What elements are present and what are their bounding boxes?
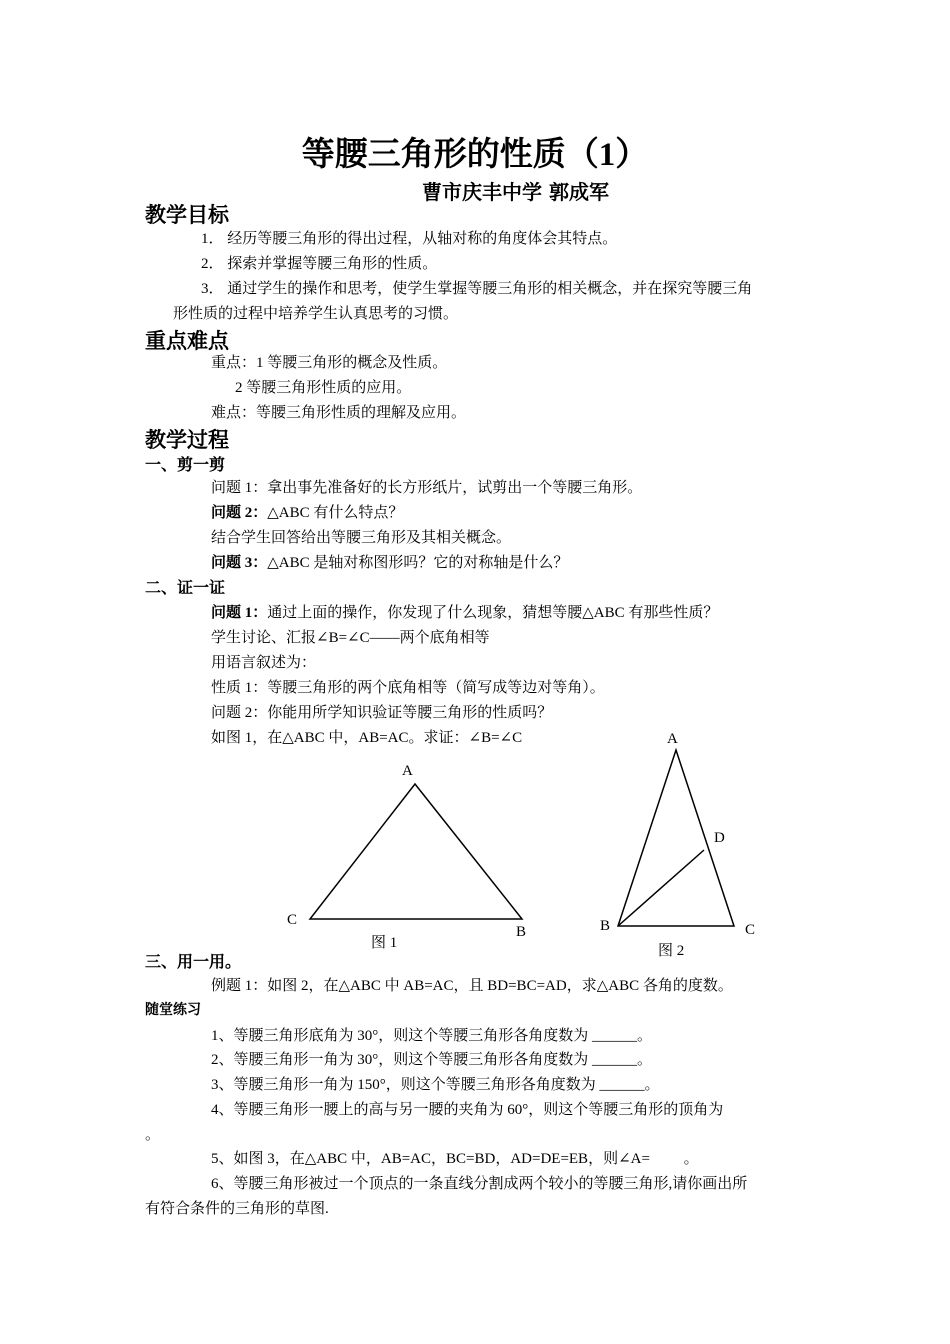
- fig2-caption: 图 2: [658, 943, 685, 959]
- fig1-label-a: A: [402, 763, 413, 779]
- author-line: 曹市庆丰中学 郭成军: [422, 180, 609, 204]
- exercise-6: 6、等腰三角形被过一个顶点的一条直线分割成两个较小的等腰三角形,请你画出所: [211, 1176, 748, 1192]
- prove-question-2: 问题 2：你能用所学知识验证等腰三角形的性质吗？: [211, 705, 553, 721]
- fig1-label-b: B: [516, 924, 527, 940]
- fig2-label-b: B: [600, 918, 611, 934]
- question-text: △ABC 有什么特点？: [267, 505, 404, 521]
- exercise-1: 1、等腰三角形底角为 30°，则这个等腰三角形各角度数为 ______。: [211, 1028, 653, 1044]
- goal-item: 1． 经历等腰三角形的得出过程，从轴对称的角度体会其特点。: [201, 231, 618, 247]
- prove-property-1: 性质 1：等腰三角形的两个底角相等（简写成等边对等角）。: [211, 680, 605, 696]
- question-text: 通过上面的操作，你发现了什么现象，猜想等腰△ABC 有那些性质？: [267, 605, 719, 621]
- exercise-4-continued: 。: [145, 1127, 161, 1143]
- exercise-2: 2、等腰三角形一角为 30°，则这个等腰三角形各角度数为 ______。: [211, 1052, 653, 1068]
- cut-question-1: 问题 1：拿出事先准备好的长方形纸片，试剪出一个等腰三角形。: [211, 480, 643, 496]
- keypoint-line: 重点：1 等腰三角形的概念及性质。: [211, 355, 448, 371]
- question-text: △ABC 是轴对称图形吗？它的对称轴是什么？: [267, 555, 569, 571]
- question-label: 问题 1：: [211, 605, 268, 621]
- page-title: 等腰三角形的性质（1）: [301, 137, 649, 173]
- example-1: 例题 1：如图 2，在△ABC 中 AB=AC，且 BD=BC=AD，求△ABC 各角的度数。: [211, 978, 733, 994]
- keypoint-line: 难点：等腰三角形性质的理解及应用。: [211, 405, 467, 421]
- exercise-6-continued: 有符合条件的三角形的草图.: [145, 1201, 329, 1217]
- goal-item-continued: 形性质的过程中培养学生认真思考的习惯。: [173, 306, 459, 322]
- fig1-label-c: C: [287, 912, 298, 928]
- exercise-5: 5、如图 3，在△ABC 中，AB=AC，BC=BD，AD=DE=EB，则∠A= 。: [211, 1151, 699, 1167]
- fig2-label-d: D: [714, 830, 725, 846]
- exercise-3: 3、等腰三角形一角为 150°，则这个等腰三角形各角度数为 ______。: [211, 1077, 660, 1093]
- fig2-label-a: A: [667, 731, 678, 747]
- triangle-abc-fig1: [310, 784, 522, 919]
- fig2-label-c: C: [745, 922, 756, 938]
- prove-line-2: 学生讨论、汇报∠B=∠C——两个底角相等: [211, 630, 490, 646]
- section-prove-heading: 二、证一证: [145, 578, 226, 597]
- keypoint-line: 2 等腰三角形性质的应用。: [235, 380, 412, 396]
- question-label: 问题 2：: [211, 505, 268, 521]
- practice-heading: 随堂练习: [145, 1002, 201, 1018]
- goal-item: 3． 通过学生的操作和思考，使学生掌握等腰三角形的相关概念，并在探究等腰三角: [201, 281, 753, 297]
- fig1-caption: 图 1: [371, 935, 398, 951]
- section-cut-heading: 一、剪一剪: [145, 455, 226, 474]
- exercise-4: 4、等腰三角形一腰上的高与另一腰的夹角为 60°，则这个等腰三角形的顶角为: [211, 1102, 724, 1118]
- figure-2: [600, 731, 755, 959]
- section-use-heading: 三、用一用。: [145, 952, 242, 971]
- cut-line-3: 结合学生回答给出等腰三角形及其相关概念。: [211, 530, 512, 546]
- goals-heading: 教学目标: [145, 203, 229, 227]
- prove-line-3: 用语言叙述为：: [211, 655, 317, 671]
- figure-1: [287, 763, 526, 951]
- keypoints-heading: 重点难点: [145, 329, 229, 353]
- process-heading: 教学过程: [145, 428, 229, 452]
- goal-item: 2． 探索并掌握等腰三角形的性质。: [201, 256, 438, 272]
- prove-statement: 如图 1，在△ABC 中，AB=AC。求证：∠B=∠C: [211, 730, 523, 746]
- question-label: 问题 3：: [211, 555, 268, 571]
